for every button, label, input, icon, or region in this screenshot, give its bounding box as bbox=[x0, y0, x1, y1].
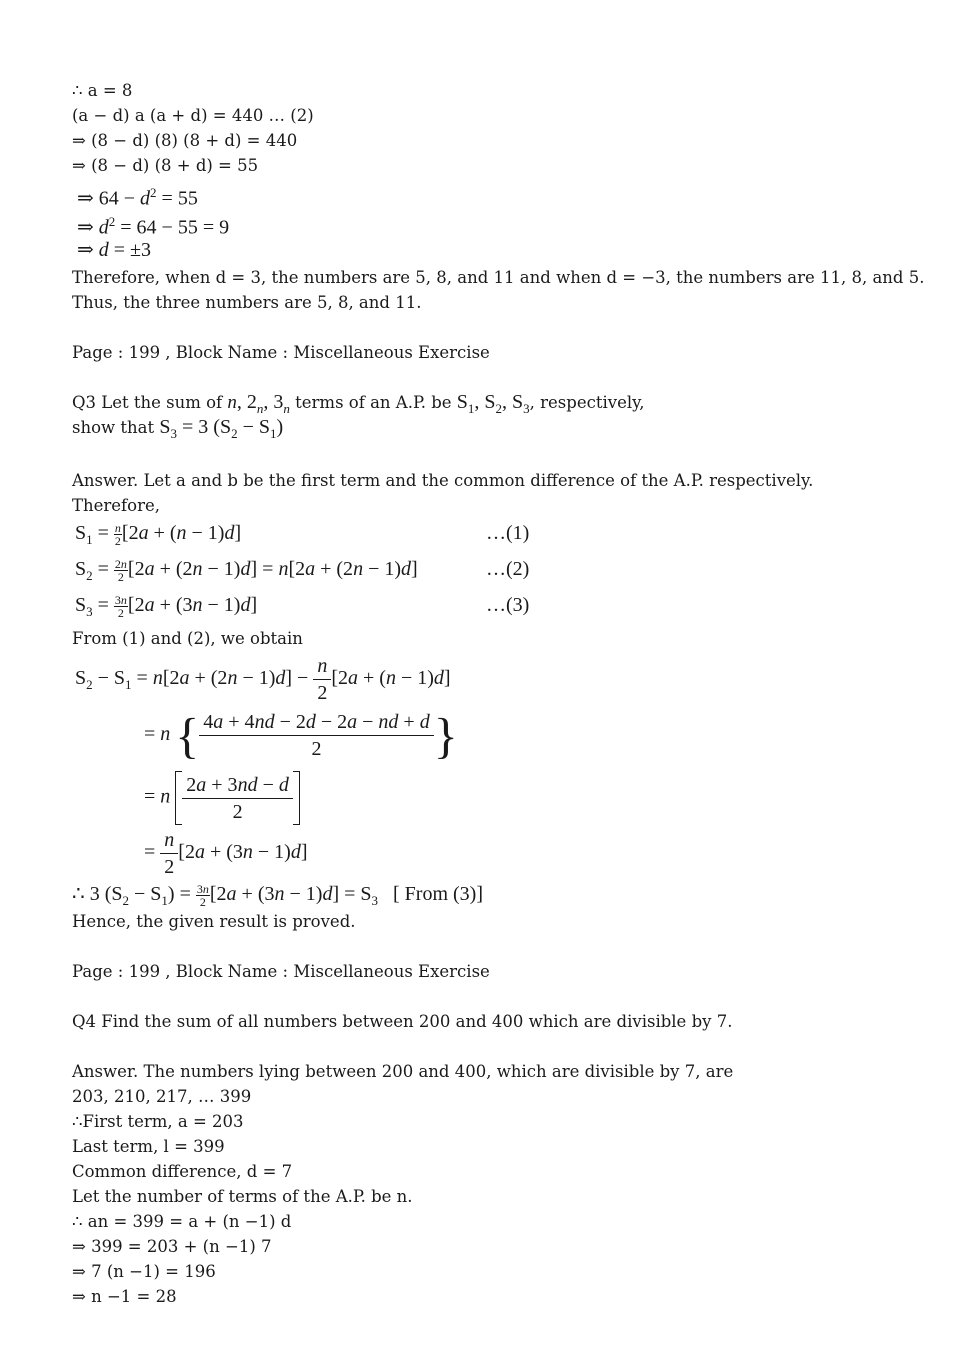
step-line: ⇒ (8 − d) (8 + d) = 55 bbox=[72, 156, 259, 175]
a-value-line: ∴ a = 8 bbox=[72, 81, 133, 100]
math-step: ⇒ $d^2 = 64 - 55 = 9$ bbox=[72, 214, 230, 239]
equation-tag: …(3) bbox=[486, 594, 530, 616]
equation-tag: …(1) bbox=[486, 522, 530, 544]
therefore-line: Therefore, when d = 3, the numbers are 5, 8, and 11 and when d = −3, the numbers are 11, 8, and 5. bbox=[72, 268, 925, 287]
step-line: ⇒ 7 (n −1) = 196 bbox=[72, 1262, 216, 1281]
document-page bbox=[72, 78, 925, 1309]
derivation-step-1: $S_2 - S_1 = n[2a + (2n - 1)d]$ − $\frac{n}{2}$ [2a + (n − 1)d] bbox=[75, 655, 451, 704]
first-term-line: ∴First term, a = 203 bbox=[72, 1112, 244, 1131]
question-3-line2: show that $S_3 = 3$ $(S_2 - S_1)$ bbox=[72, 416, 284, 441]
page-reference: Page : 199 , Block Name : Miscellaneous Exercise bbox=[72, 962, 490, 981]
derivation-step-4: = $\frac{n}{2}$ [2a + (3n − 1)d] bbox=[144, 829, 308, 878]
answer-intro: Answer. Let a and b be the first term and the common difference of the A.P. respectively. bbox=[72, 471, 814, 490]
derivation-step-2: = n { $\frac{4a + 4nd - 2d - 2a - nd + d}{2}$ } bbox=[144, 707, 458, 764]
s3-equation: $S_3$ = $\frac{3n}{2}$ [2a + (3n − 1)d] …(3) bbox=[75, 593, 530, 620]
an-line: ∴ an = 399 = a + (n −1) d bbox=[72, 1212, 292, 1231]
s2-equation: $S_2$ = $\frac{2n}{2}$ [2a + (2n − 1)d] = n[2a + (2n − 1)d] …(2) bbox=[75, 557, 530, 584]
math-step: ⇒ d = ±3 bbox=[72, 239, 152, 261]
question-4: Q4 Find the sum of all numbers between 200 and 400 which are divisible by 7. bbox=[72, 1012, 733, 1031]
common-difference-line: Common difference, d = 7 bbox=[72, 1162, 293, 1181]
question-3: Q3 Let the sum of n, $2_n$, $3_n$ terms of an A.P. be $S_1$, $S_2$, $S_3$, respectively, bbox=[72, 391, 645, 416]
math-step: ⇒ $64 - d^2 = 55$ bbox=[72, 185, 198, 210]
from-1-2-line: From (1) and (2), we obtain bbox=[72, 629, 303, 648]
derivation-block bbox=[72, 651, 912, 879]
final-result: ∴ 3 $(S_2 - S_1)$ = $\frac{3n}{2}$ $[2a + (3n - 1)d] = S_3$ [ From (3)] bbox=[72, 881, 483, 909]
page-reference: Page : 199 , Block Name : Miscellaneous Exercise bbox=[72, 343, 490, 362]
answer-intro: Answer. The numbers lying between 200 and 400, which are divisible by 7, are bbox=[72, 1062, 734, 1081]
step-line: ⇒ (8 − d) (8) (8 + d) = 440 bbox=[72, 131, 298, 150]
step-line: ⇒ 399 = 203 + (n −1) 7 bbox=[72, 1237, 272, 1256]
conclusion-line: Thus, the three numbers are 5, 8, and 11. bbox=[72, 293, 422, 312]
proof-conclusion: Hence, the given result is proved. bbox=[72, 912, 356, 931]
let-n-line: Let the number of terms of the A.P. be n. bbox=[72, 1187, 413, 1206]
equation-tag: …(2) bbox=[486, 558, 530, 580]
last-term-line: Last term, l = 399 bbox=[72, 1137, 225, 1156]
therefore-label: Therefore, bbox=[72, 496, 160, 515]
derivation-step-3: = n $\frac{2a + 3nd - d}{2}$ bbox=[144, 771, 300, 825]
sequence-line: 203, 210, 217, … 399 bbox=[72, 1087, 252, 1106]
equation-2: (a − d) a (a + d) = 440 … (2) bbox=[72, 106, 314, 125]
s1-equation: $S_1$ = $\frac{n}{2}$ [2a + (n − 1)d] …(1) bbox=[75, 521, 530, 548]
step-line: ⇒ n −1 = 28 bbox=[72, 1287, 177, 1306]
